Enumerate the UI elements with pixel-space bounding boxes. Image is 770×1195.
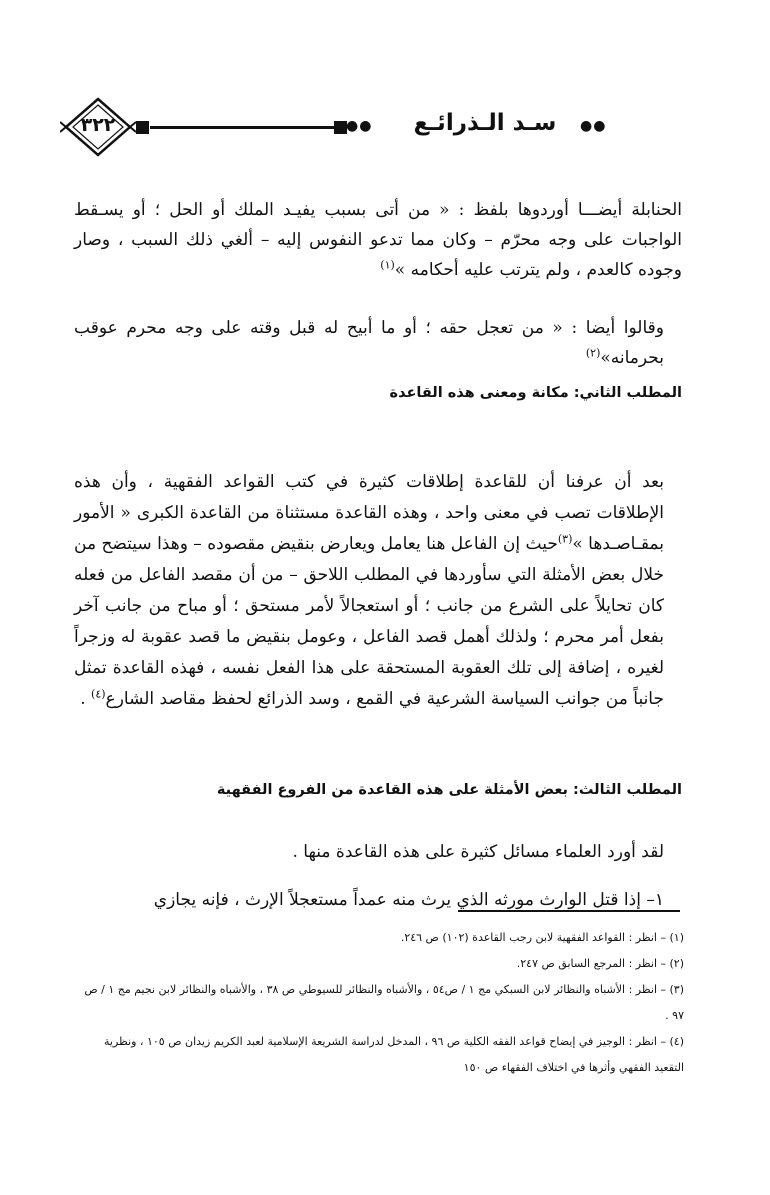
running-title: سـد الـذرائـع bbox=[413, 110, 557, 136]
paragraph-hanabila-quote: الحنابلة أيضـــا أوردوها بلفظ : « من أتى بسبب يفيـد الملك أو الحل ؛ أو يسـقط الواجبات على وجه محرّم – وكان مما تدعو النفوس إليه – ألغي ذلك السبب ، وصار وجوده كالعدم ، ولم يترتب عليه أحكامه »$^{(١)}$ bbox=[74, 200, 682, 280]
footnotes bbox=[74, 925, 684, 1081]
header-dots-left: ●● bbox=[346, 118, 373, 134]
footnote-2: (٢) – انظر : المرجع السابق ص ٢٤٧. bbox=[516, 957, 684, 970]
running-header bbox=[60, 96, 678, 156]
header-rule bbox=[150, 126, 340, 129]
section-heading-second: المطلب الثاني: مكانة ومعنى هذه القاعدة bbox=[389, 385, 682, 401]
paragraph-rule-meaning: بعد أن عرفنا أن للقاعدة إطلاقات كثيرة في كتب القواعد الفقهية ، وأن هذه الإطلاقات تصب في معنى واحد ، وهذه القاعدة مستثناة من القاعدة الكبرى « الأمور بمقـاصـدها »$^{(٣)}$حيث إن الفاعل هنا يعامل ويعارض بنقيض مقصوده – وهذا سيتضح من خلال بعض الأمثلة التي سأوردها في المطلب اللاحق – من أن مقصد الفاعل من فعله كان تحايلاً على الشرع من جانب ؛ أو استعجالاً لأمر مستحق ؛ أو مباح من جانب آخر بفعل أمر محرم ؛ ولذلك أهمل قصد الفاعل ، وعومل بنقيض ما قصد عقوبة له وزجراً لغيره ، إضافة إلى تلك العقوبة المستحقة على هذا الفعل نفسه ، فهذه القاعدة تمثل جانباً من جوانب السياسة الشرعية في القمع ، وسد الذرائع لحفظ مقاصد الشارع$^{(٤)}$ . bbox=[74, 472, 664, 709]
footnote-ref-4: (٤) bbox=[91, 687, 106, 701]
footnote-separator bbox=[458, 910, 680, 912]
footnote-ref-1: (١) bbox=[380, 258, 395, 272]
paragraph-they-also-said: وقالوا أيضا : « من تعجل حقه ؛ أو ما أبيح له قبل وقته على وجه محرم عوقب بحرمانه»$^{(٢)}$ bbox=[74, 318, 664, 368]
header-dots-right: ●● bbox=[580, 118, 607, 134]
page-number: ٣٢٢ bbox=[80, 114, 116, 136]
paragraph-intro-examples: لقد أورد العلماء مسائل كثيرة على هذه القاعدة منها . bbox=[292, 842, 664, 862]
paragraph-example-1: ١– إذا قتل الوارث مورثه الذي يرث منه عمداً مستعجلاً الإرث ، فإنه يجازي bbox=[153, 890, 664, 910]
footnote-1: (١) – انظر : القواعد الفقهية لابن رجب القاعدة (١٠٢) ص ٢٤٦. bbox=[400, 931, 684, 944]
footnote-ref-2: (٢) bbox=[585, 346, 601, 360]
footnote-3: (٣) – انظر : الأشباه والنظائر لابن السبكي مج ١ / ص٥٤ ، والأشباه والنظائر للسيوطي ص ٣٨ ، والأشباه والنظائر لابن نجيم مج ١ / ص ٩٧ . bbox=[84, 983, 684, 1022]
header-square-left bbox=[136, 121, 149, 134]
footnote-ref-3: (٣) bbox=[557, 532, 573, 546]
section-heading-third: المطلب الثالث: بعض الأمثلة على هذه القاعدة من الفروع الفقهية bbox=[216, 782, 682, 798]
footnote-4: (٤) – انظر : الوجيز في إيضاح قواعد الفقه الكلية ص ٩٦ ، المدخل لدراسة الشريعة الإسلامية لعبد الكريم زيدان ص ١٠٥ ، ونظرية التقعيد الفقهي وأثرها في اختلاف الفقهاء ص ١٥٠ bbox=[104, 1035, 684, 1074]
